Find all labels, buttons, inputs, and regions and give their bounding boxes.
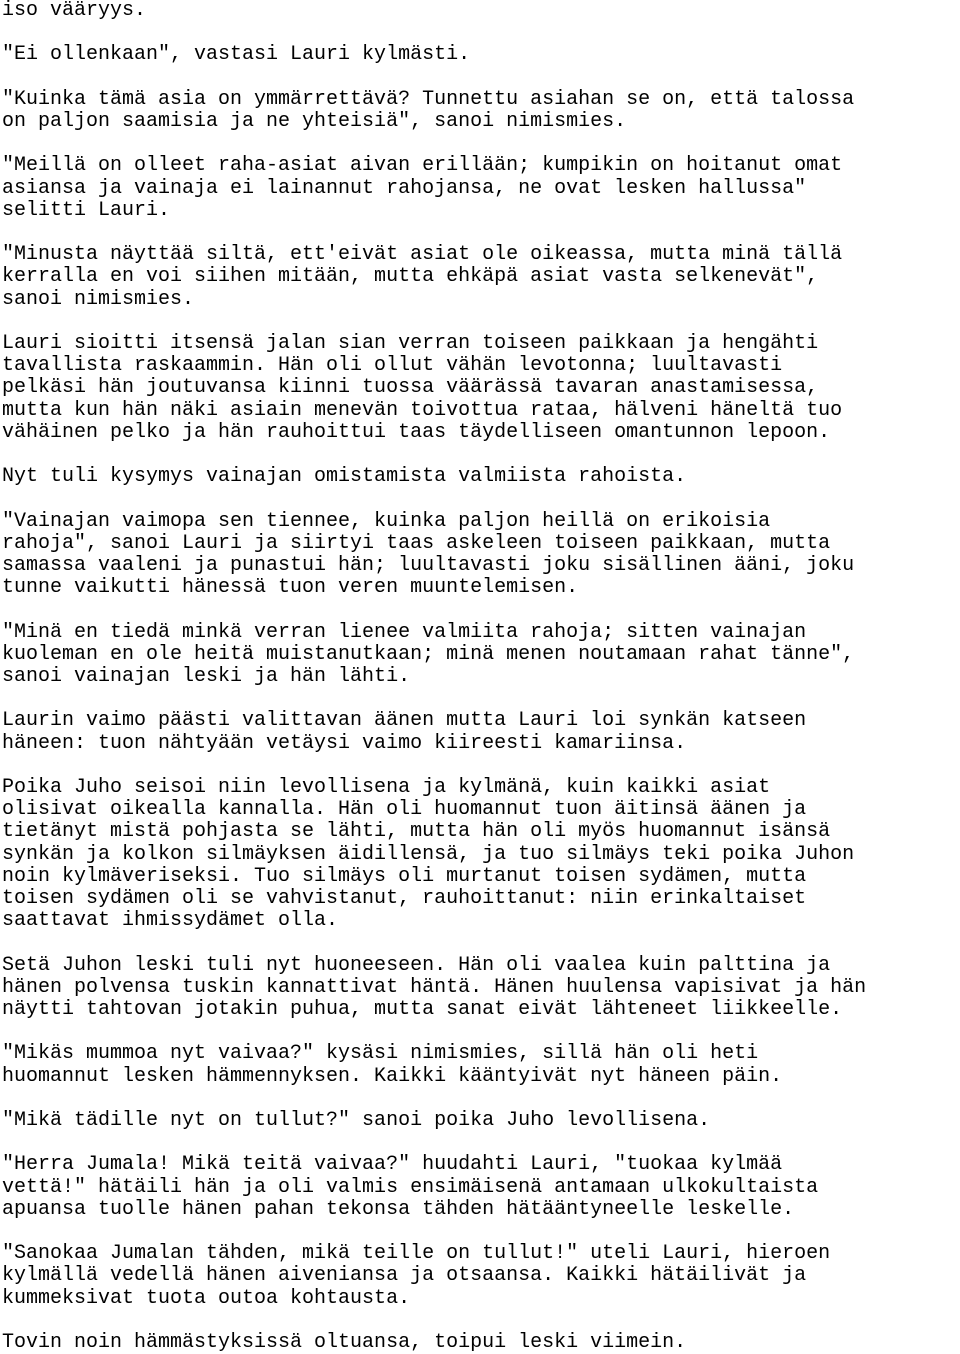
- paragraph-gap: [2, 1310, 958, 1332]
- text-line: tunne vaikutti hänessä tuon veren muuntelemisen.: [2, 576, 579, 600]
- paragraph: [2, 1243, 958, 1310]
- text-line: Laurin vaimo päästi valittavan äänen mutta Lauri loi synkän katseen: [2, 709, 807, 733]
- paragraph: [2, 333, 958, 444]
- paragraph: [2, 44, 958, 66]
- paragraph: [2, 511, 958, 600]
- text-line: noin kylmäveriseksi. Tuo silmäys oli murtanut toisen sydämen, mutta: [2, 864, 807, 888]
- text-line: vettä!" hätäili hän ja oli valmis ensimäisenä antamaan ulkokultaista: [2, 1175, 819, 1199]
- text-line: Tovin noin hämmästyksissä oltuansa, toipui leski viimein.: [2, 1330, 687, 1354]
- paragraph: [2, 1154, 958, 1221]
- text-line: tietänyt mistä pohjasta se lähti, mutta hän oli myös huomannut isänsä: [2, 820, 831, 844]
- paragraph: [2, 466, 958, 488]
- paragraph-gap: [2, 1021, 958, 1043]
- paragraph-gap: [2, 311, 958, 333]
- text-line: rahoja", sanoi Lauri ja siirtyi taas askeleen toiseen paikkaan, mutta: [2, 531, 831, 555]
- text-line: "Ei ollenkaan", vastasi Lauri kylmästi.: [2, 43, 471, 67]
- paragraph: [2, 1110, 958, 1132]
- paragraph: [2, 1043, 958, 1087]
- paragraph-gap: [2, 688, 958, 710]
- paragraph-gap: [2, 133, 958, 155]
- text-line: Setä Juhon leski tuli nyt huoneeseen. Hän oli vaalea kuin palttina ja: [2, 953, 831, 977]
- paragraph-gap: [2, 755, 958, 777]
- paragraph: [2, 244, 958, 311]
- text-line: "Minä en tiedä minkä verran lienee valmiita rahoja; sitten vainajan: [2, 620, 807, 644]
- text-line: "Sanokaa Jumalan tähden, mikä teille on tullut!" uteli Lauri, hieroen: [2, 1242, 831, 1266]
- text-line: iso vääryys.: [2, 0, 147, 22]
- text-line: Nyt tuli kysymys vainajan omistamista valmiista rahoista.: [2, 465, 687, 489]
- text-line: tavallista raskaammin. Hän oli ollut vähän levotonna; luultavasti: [2, 354, 783, 378]
- text-line: "Mikä tädille nyt on tullut?" sanoi poika Juho levollisena.: [2, 1108, 711, 1132]
- text-line: kylmällä vedellä hänen aiveniansa ja otsaansa. Kaikki hätäilivät ja: [2, 1264, 807, 1288]
- text-line: "Kuinka tämä asia on ymmärrettävä? Tunnettu asiahan se on, että talossa: [2, 87, 855, 111]
- document-text: [2, 0, 958, 1354]
- paragraph-gap: [2, 599, 958, 621]
- text-line: saattavat ihmissydämet olla.: [2, 909, 339, 933]
- paragraph-gap: [2, 1221, 958, 1243]
- paragraph: [2, 0, 958, 22]
- text-line: apuansa tuolle hänen pahan tekonsa tähden hätääntyneelle leskelle.: [2, 1197, 795, 1221]
- text-line: sanoi vainajan leski ja hän lähti.: [2, 664, 411, 688]
- text-line: olisivat oikealla kannalla. Hän oli huomannut tuon äitinsä äänen ja: [2, 798, 807, 822]
- paragraph: [2, 622, 958, 689]
- paragraph: [2, 777, 958, 932]
- text-line: "Herra Jumala! Mikä teitä vaivaa?" huudahti Lauri, "tuokaa kylmää: [2, 1153, 783, 1177]
- text-line: Poika Juho seisoi niin levollisena ja kylmänä, kuin kaikki asiat: [2, 775, 771, 799]
- paragraph: [2, 955, 958, 1022]
- text-line: Lauri sioitti itsensä jalan sian verran toiseen paikkaan ja hengähti: [2, 331, 819, 355]
- paragraph-gap: [2, 444, 958, 466]
- paragraph: [2, 710, 958, 754]
- text-line: näytti tahtovan jotakin puhua, mutta sanat eivät lähteneet liikkeelle.: [2, 997, 843, 1021]
- paragraph: [2, 89, 958, 133]
- paragraph-gap: [2, 67, 958, 89]
- text-line: toisen sydämen oli se vahvistanut, rauhoittanut: niin erinkaltaiset: [2, 886, 807, 910]
- paragraph-gap: [2, 932, 958, 954]
- text-line: mutta kun hän näki asiain menevän toivottua rataa, hälveni häneltä tuo: [2, 398, 843, 422]
- paragraph: [2, 155, 958, 222]
- text-line: kerralla en voi siihen mitään, mutta ehkäpä asiat vasta selkenevät",: [2, 265, 819, 289]
- paragraph-gap: [2, 488, 958, 510]
- text-line: samassa vaaleni ja punastui hän; luultavasti joku sisällinen ääni, joku: [2, 553, 855, 577]
- text-line: kuoleman en ole heitä muistanutkaan; minä menen noutamaan rahat tänne",: [2, 642, 855, 666]
- text-line: "Minusta näyttää siltä, ett'eivät asiat ole oikeassa, mutta minä tällä: [2, 243, 843, 267]
- text-line: on paljon saamisia ja ne yhteisiä", sanoi nimismies.: [2, 109, 627, 133]
- text-line: "Mikäs mummoa nyt vaivaa?" kysäsi nimismies, sillä hän oli heti: [2, 1042, 759, 1066]
- text-line: synkän ja kolkon silmäyksen äidillensä, ja tuo silmäys teki poika Juhon: [2, 842, 855, 866]
- text-line: selitti Lauri.: [2, 198, 171, 222]
- text-line: sanoi nimismies.: [2, 287, 195, 311]
- text-line: asiansa ja vainaja ei lainannut rahojansa, ne ovat lesken hallussa": [2, 176, 807, 200]
- paragraph-gap: [2, 1132, 958, 1154]
- paragraph-gap: [2, 1088, 958, 1110]
- paragraph-gap: [2, 22, 958, 44]
- text-line: pelkäsi hän joutuvansa kiinni tuossa väärässä tavaran anastamisessa,: [2, 376, 819, 400]
- text-line: huomannut lesken hämmennyksen. Kaikki kääntyivät nyt häneen päin.: [2, 1064, 783, 1088]
- text-line: "Meillä on olleet raha-asiat aivan erillään; kumpikin on hoitanut omat: [2, 154, 843, 178]
- text-line: hänen polvensa tuskin kannattivat häntä. Hänen huulensa vapisivat ja hän: [2, 975, 867, 999]
- text-line: "Vainajan vaimopa sen tiennee, kuinka paljon heillä on erikoisia: [2, 509, 771, 533]
- text-line: kummeksivat tuota outoa kohtausta.: [2, 1286, 411, 1310]
- paragraph-gap: [2, 222, 958, 244]
- text-line: vähäinen pelko ja hän rauhoittui taas täydelliseen omantunnon lepoon.: [2, 420, 831, 444]
- text-line: häneen: tuon nähtyään vetäysi vaimo kiireesti kamariinsa.: [2, 731, 687, 755]
